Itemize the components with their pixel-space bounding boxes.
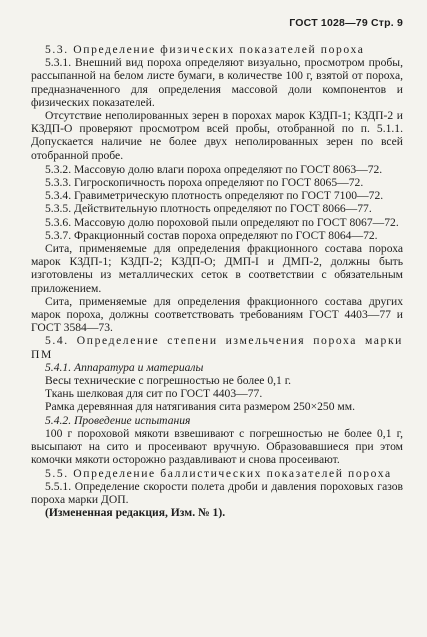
paragraph-test-procedure: 100 г пороховой мякоти взвешивают с погрешностью не более 0,1 г, высыпают на сито и просеивают вручную. Образовавшиеся при этом комочки мякоти осторожно раздавливают и снова просеивают.	[31, 426, 403, 467]
paragraph-5-3-4: 5.3.4. Гравиметрическую плотность определяют по ГОСТ 7100—72.	[45, 189, 384, 203]
amendment-note: (Измененная редакция, Изм. № 1).	[45, 506, 226, 520]
paragraph-5-5-1: 5.5.1. Определение скорости полета дроби и давления пороховых газов пороха марки ДОП.	[31, 479, 403, 506]
paragraph-silk-fabric: Ткань шелковая для сит по ГОСТ 4403—77.	[45, 387, 263, 401]
paragraph-wooden-frame: Рамка деревянная для натягивания сита размером 250×250 мм.	[45, 400, 355, 414]
paragraph-unpolished-grains: Отсутствие неполированных зерен в порохах марок КЗДП-1; КЗДП-2 и КЗДП-О проверяют просмотром всей пробы, отобранной по п. 5.1.1. Допускается наличие не более двух неполированных зерен по всей отобранной пробе.	[31, 109, 403, 162]
paragraph-5-3-7: 5.3.7. Фракционный состав пороха определяют по ГОСТ 8064—72.	[45, 228, 378, 242]
page-header: ГОСТ 1028—79 Стр. 9	[289, 17, 403, 29]
section-heading-5-5: 5.5. Определение баллистических показателей пороха	[45, 466, 392, 480]
paragraph-5-3-5: 5.3.5. Действительную плотность определяют по ГОСТ 8066—77.	[45, 202, 372, 216]
paragraph-5-3-1: 5.3.1. Внешний вид пороха определяют визуально, просмотром пробы, рассыпанной на белом листе бумаги, в количестве 100 г, взятой от пороха, предназначенного для определения массовой доли компонентов и физических показателей.	[31, 56, 403, 109]
paragraph-sieves-other: Сита, применяемые для определения фракционного состава других марок пороха, должны соответствовать требованиям ГОСТ 4403—77 и ГОСТ 3584—73.	[31, 294, 403, 335]
paragraph-sieves-kzdp: Сита, применяемые для определения фракционного состава пороха марок КЗДП-1; КЗДП-2; КЗДП-О; ДМП-I и ДМП-2, должны быть изготовлены из металлических сеток в соответствии с обязательным приложением.	[31, 242, 403, 295]
subheading-5-4-2: 5.4.2. Проведение испытания	[45, 413, 191, 427]
section-heading-5-3: 5.3. Определение физических показателей пороха	[45, 43, 365, 56]
paragraph-5-3-2: 5.3.2. Массовую долю влаги пороха определяют по ГОСТ 8063—72.	[45, 162, 383, 176]
paragraph-scales: Весы технические с погрешностью не более 0,1 г.	[45, 374, 292, 388]
document-body	[31, 43, 403, 519]
paragraph-5-3-6: 5.3.6. Массовую долю пороховой пыли определяют по ГОСТ 8067—72.	[45, 215, 399, 229]
subheading-5-4-1: 5.4.1. Аппаратура и материалы	[45, 360, 204, 374]
paragraph-5-3-3: 5.3.3. Гигроскопичность пороха определяют по ГОСТ 8065—72.	[45, 176, 364, 190]
section-heading-5-4: 5.4. Определение степени измельчения пороха марки ПМ	[31, 334, 403, 361]
